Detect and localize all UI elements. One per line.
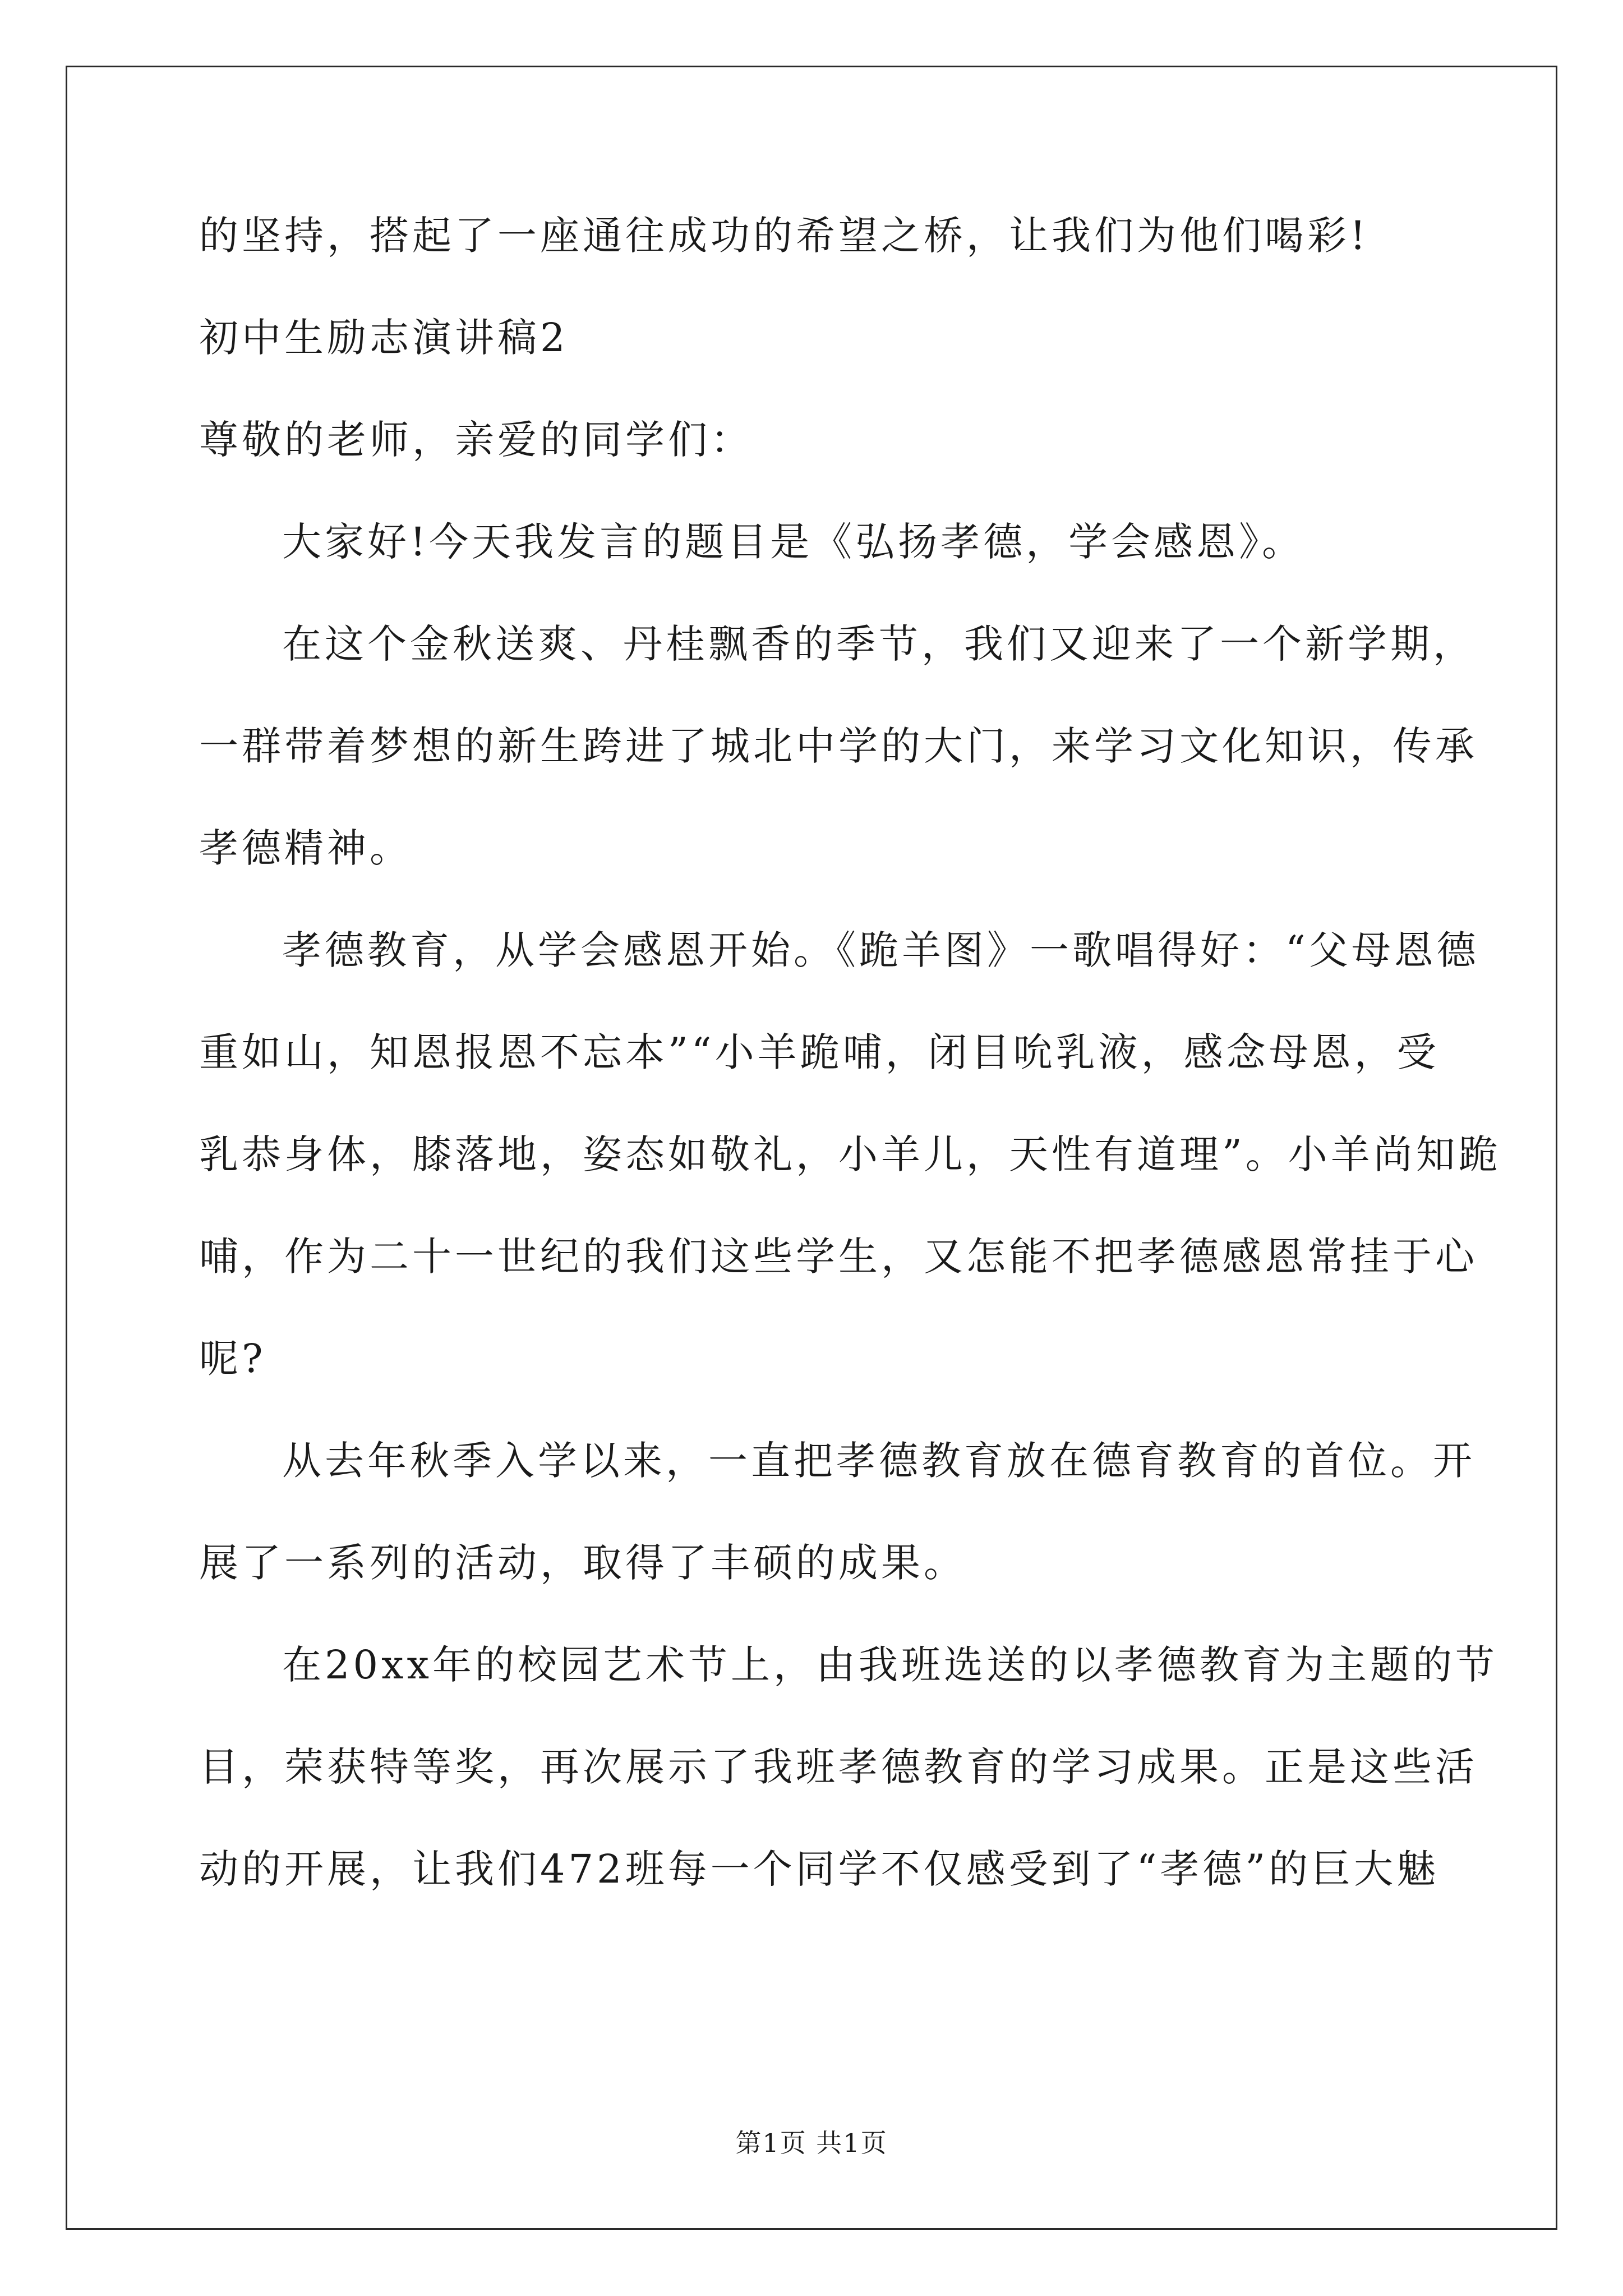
page-number-footer: 第1页 共1页 — [735, 2128, 888, 2158]
paragraph-line: 孝德教育，从学会感恩开始。《跪羊图》一歌唱得好：“父母恩德 — [282, 927, 1479, 973]
paragraph-line: 在这个金秋送爽、丹桂飘香的季节，我们又迎来了一个新学期， — [282, 621, 1476, 667]
paragraph-line: 在20xx年的校园艺术节上，由我班选送的以孝德教育为主题的节 — [282, 1642, 1498, 1688]
paragraph-line: 哺，作为二十一世纪的我们这些学生，又怎能不把孝德感恩常挂于心 — [199, 1234, 1478, 1280]
document-body — [199, 208, 1501, 1897]
paragraph-line: 乳恭身体，膝落地，姿态如敬礼，小羊儿，天性有道理”。小羊尚知跪 — [199, 1131, 1501, 1177]
paragraph-line: 动的开展，让我们472班每一个同学不仅感受到了“孝德”的巨大魅 — [199, 1846, 1440, 1892]
paragraph-line: 呢? — [199, 1336, 266, 1382]
section-heading: 初中生励志演讲稿2 — [199, 315, 569, 361]
text-line: 的坚持，搭起了一座通往成功的希望之桥，让我们为他们喝彩! — [199, 213, 1370, 259]
paragraph-line: 重如山，知恩报恩不忘本”“小羊跪哺，闭目吮乳液，感念母恩，受 — [199, 1029, 1440, 1075]
paragraph-line: 展了一系列的活动，取得了丰硕的成果。 — [199, 1540, 966, 1586]
salutation: 尊敬的老师，亲爱的同学们： — [199, 417, 753, 463]
paragraph-line: 目，荣获特等奖，再次展示了我班孝德教育的学习成果。正是这些活 — [199, 1744, 1478, 1790]
paragraph-line: 一群带着梦想的新生跨进了城北中学的大门，来学习文化知识，传承 — [199, 723, 1478, 769]
paragraph-line: 从去年秋季入学以来，一直把孝德教育放在德育教育的首位。开 — [282, 1438, 1476, 1484]
paragraph-line: 孝德精神。 — [199, 825, 412, 871]
paragraph-line: 大家好!今天我发言的题目是《弘扬孝德，学会感恩》。 — [282, 519, 1305, 565]
